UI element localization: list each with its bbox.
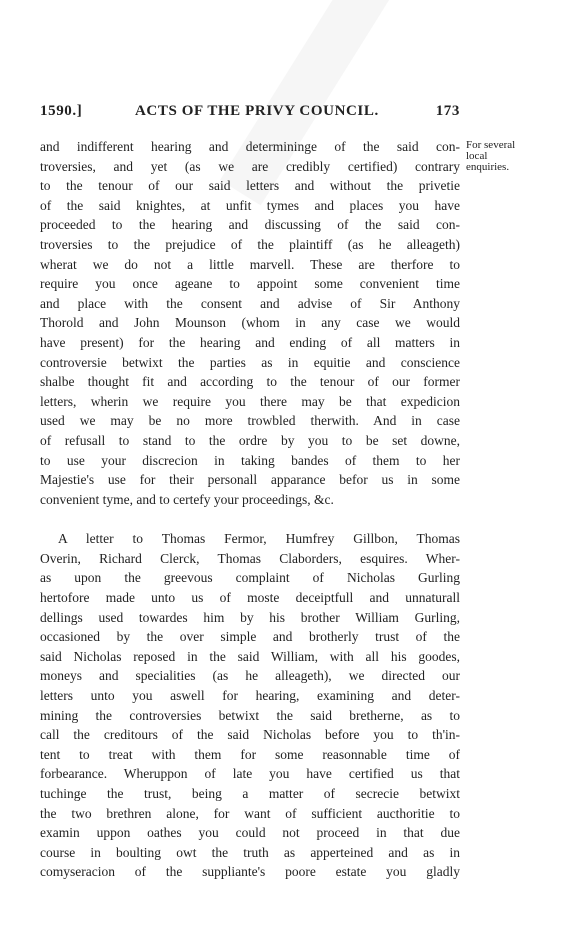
text-line: tent to treat with them for some reasonnable time of xyxy=(40,746,460,762)
body-text xyxy=(40,137,460,882)
text-line: to the tenour of our said letters and without the privetie xyxy=(40,178,460,194)
text-line: and indifferent hearing and determininge of the said con- xyxy=(40,139,460,154)
text-line: tuchinge the trust, being a matter of secrecie betwixt xyxy=(40,786,460,801)
text-line: A letter to Thomas Fermor, Humfrey Gillbon, Thomas xyxy=(58,531,460,547)
text-line: moneys and specialities (as he alleageth), we directed our xyxy=(40,668,460,684)
text-line: Overin, Richard Clerck, Thomas Claborders, esquires. Wher- xyxy=(40,550,460,566)
text-line: occasioned by the over simple and brotherly trust of the xyxy=(40,629,460,645)
text-line: forbearance. Wheruppon of late you have certified us that xyxy=(40,766,460,782)
text-line: course in boulting owt the truth as apperteined and as in xyxy=(40,844,460,860)
margin-note-line: enquiries. xyxy=(466,161,510,173)
text-line: of the said knightes, at unfit tymes and places you have xyxy=(40,197,460,213)
text-line: mining the controversies betwixt the said bretherne, as to xyxy=(40,707,460,723)
text-line: examin uppon oathes you could not proceed in that due xyxy=(40,825,460,841)
text-line: said Nicholas reposed in the said William, with all his goodes, xyxy=(40,648,460,664)
text-line: of refusall to stand to the ordre by you to be set downe, xyxy=(40,432,460,448)
text-line: wherat we do not a little marvell. These are therfore to xyxy=(40,256,460,272)
margin-note-line: For several xyxy=(466,139,516,151)
text-line: require you once ageane to appoint some convenient time xyxy=(40,276,460,292)
margin-note-line: local xyxy=(466,150,488,162)
page-number: 173 xyxy=(435,103,460,119)
running-header xyxy=(40,103,460,125)
text-line: controversie betwixt the parties as in equitie and conscience xyxy=(40,354,460,370)
text-line: proceeded to the hearing and discussing of the said con- xyxy=(40,217,460,233)
header-year: 1590.] xyxy=(40,103,83,119)
text-line: comyseracion of the suppliante's poore estate you gladly xyxy=(40,864,460,880)
text-line: call the creditours of the said Nicholas before you to th'in- xyxy=(40,727,460,743)
text-line: Majestie's use for their personall apparance befor us in some xyxy=(40,472,460,488)
paragraph-2 xyxy=(40,529,460,882)
text-line: to use your discrecion in taking bandes of them to her xyxy=(40,452,460,468)
text-line: convenient tyme, and to certefy your proceedings, &c. xyxy=(40,491,334,507)
margin-note xyxy=(466,140,558,173)
header-title: ACTS OF THE PRIVY COUNCIL. xyxy=(135,103,379,119)
text-line: troversies to the prejudice of the plaintiff (as he alleageth) xyxy=(40,236,460,252)
text-line: as upon the greevous complaint of Nicholas Gurling xyxy=(40,570,460,586)
text-line: letters unto you aswell for hearing, examining and deter- xyxy=(40,688,460,704)
text-line: hertofore made unto us of moste deceiptfull and unnaturall xyxy=(40,590,460,606)
text-line: Thorold and John Mounson (whom in any case we would xyxy=(40,315,460,331)
paragraph-1 xyxy=(40,137,460,509)
text-line: have present) for the hearing and ending of all matters in xyxy=(40,334,460,350)
text-line: troversies, and yet (as we are credibly certified) contrary xyxy=(40,158,460,174)
text-line: and place with the consent and advise of Sir Anthony xyxy=(40,295,460,311)
text-line: shalbe thought fit and according to the tenour of our former xyxy=(40,374,460,390)
text-line: used we may be no more trowbled therwith. And in case xyxy=(40,413,460,429)
text-line: dellings used towardes him by his brother William Gurling, xyxy=(40,609,460,625)
text-line: the two brethren alone, for want of sufficient aucthoritie to xyxy=(40,805,460,821)
text-line: letters, wherin we require you there may be that expedicion xyxy=(40,393,460,409)
